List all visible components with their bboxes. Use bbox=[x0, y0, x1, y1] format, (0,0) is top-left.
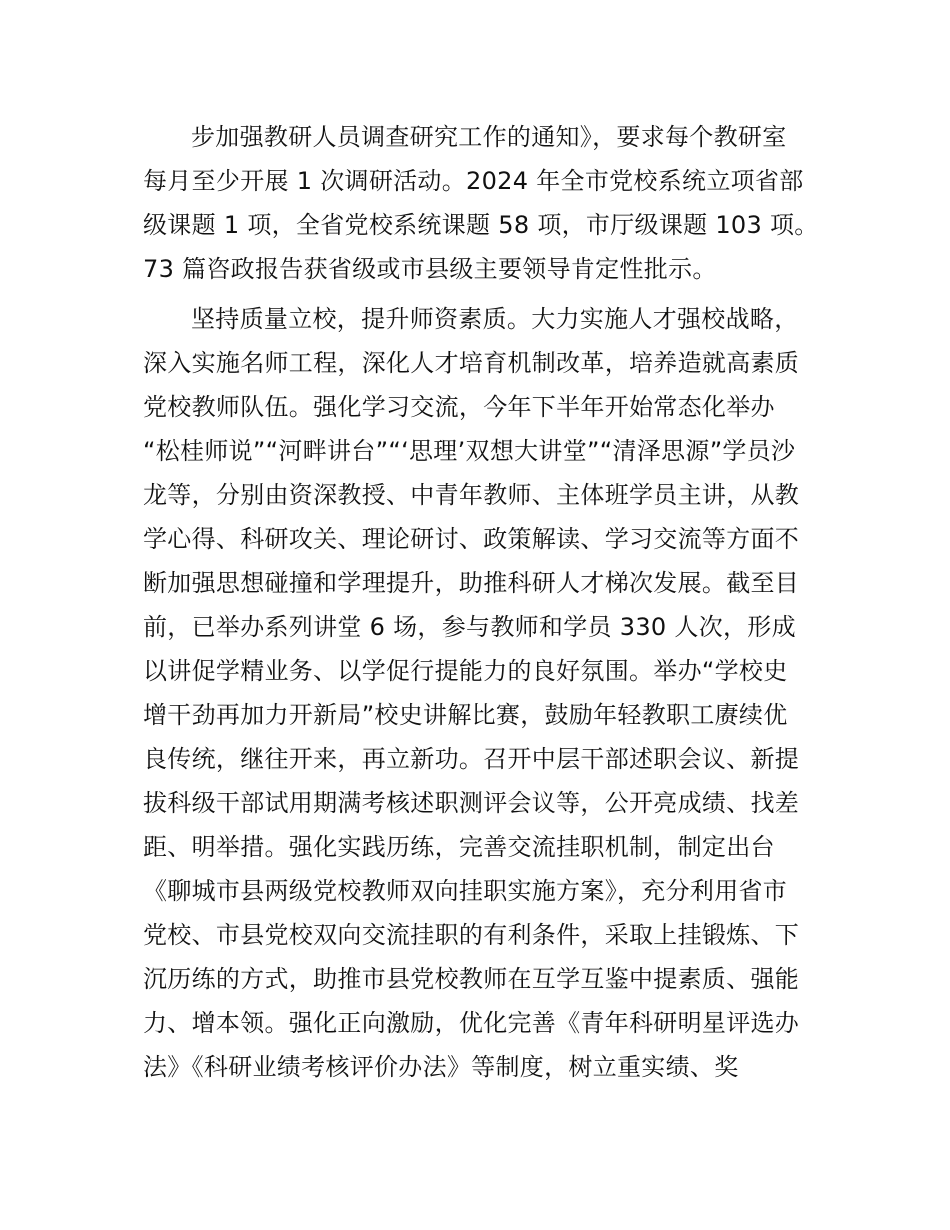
text-line: 距、明举措。强化实践历练，完善交流挂职机制，制定出台 bbox=[143, 833, 775, 861]
text-line: 党校、市县党校双向交流挂职的有利条件，采取上挂锻炼、下 bbox=[143, 921, 800, 949]
text-line: 党校教师队伍。强化学习交流，今年下半年开始常态化举办 bbox=[143, 393, 775, 421]
text-line: 73 篇咨政报告获省级或市县级主要领导肯定性批示。 bbox=[143, 255, 717, 283]
text-line: 每月至少开展 1 次调研活动。2024 年全市党校系统立项省部 bbox=[143, 167, 804, 195]
text-line: 以讲促学精业务、以学促行提能力的良好氛围。举办“学校史 bbox=[143, 657, 788, 685]
text-line: 坚持质量立校，提升师资素质。大力实施人才强校战略， bbox=[191, 305, 799, 333]
text-line: 断加强思想碰撞和学理提升，助推科研人才梯次发展。截至目 bbox=[143, 569, 800, 597]
text-line: 沉历练的方式，助推市县党校教师在互学互鉴中提素质、强能 bbox=[143, 965, 800, 993]
text-line: “松桂师说”“河畔讲台”“‘思理’双想大讲堂”“清泽思源”学员沙 bbox=[143, 437, 796, 465]
text-line: 《聊城市县两级党校教师双向挂职实施方案》，充分利用省市 bbox=[143, 877, 788, 905]
text-line: 前，已举办系列讲堂 6 场，参与教师和学员 330 人次，形成 bbox=[143, 613, 796, 641]
text-line: 步加强教研人员调查研究工作的通知》，要求每个教研室 bbox=[191, 123, 787, 151]
text-line: 龙等，分别由资深教授、中青年教师、主体班学员主讲，从教 bbox=[143, 481, 800, 509]
text-line: 增干劲再加力开新局”校史讲解比赛，鼓励年轻教职工赓续优 bbox=[143, 701, 788, 729]
text-line: 深入实施名师工程，深化人才培育机制改革，培养造就高素质 bbox=[143, 349, 800, 377]
text-line: 级课题 1 项，全省党校系统课题 58 项，市厅级课题 103 项。 bbox=[143, 211, 819, 239]
text-line: 法》《科研业绩考核评价办法》等制度，树立重实绩、奖 bbox=[143, 1053, 739, 1081]
text-line: 力、增本领。强化正向激励，优化完善《青年科研明星评选办 bbox=[143, 1009, 800, 1037]
paragraph-quality bbox=[143, 297, 823, 1089]
text-line: 良传统，继往开来，再立新功。召开中层干部述职会议、新提 bbox=[143, 745, 800, 773]
text-line: 拔科级干部试用期满考核述职测评会议等，公开亮成绩、找差 bbox=[143, 789, 800, 817]
text-line: 学心得、科研攻关、理论研讨、政策解读、学习交流等方面不 bbox=[143, 525, 800, 553]
document-page bbox=[143, 115, 823, 1095]
paragraph-research bbox=[143, 115, 823, 291]
